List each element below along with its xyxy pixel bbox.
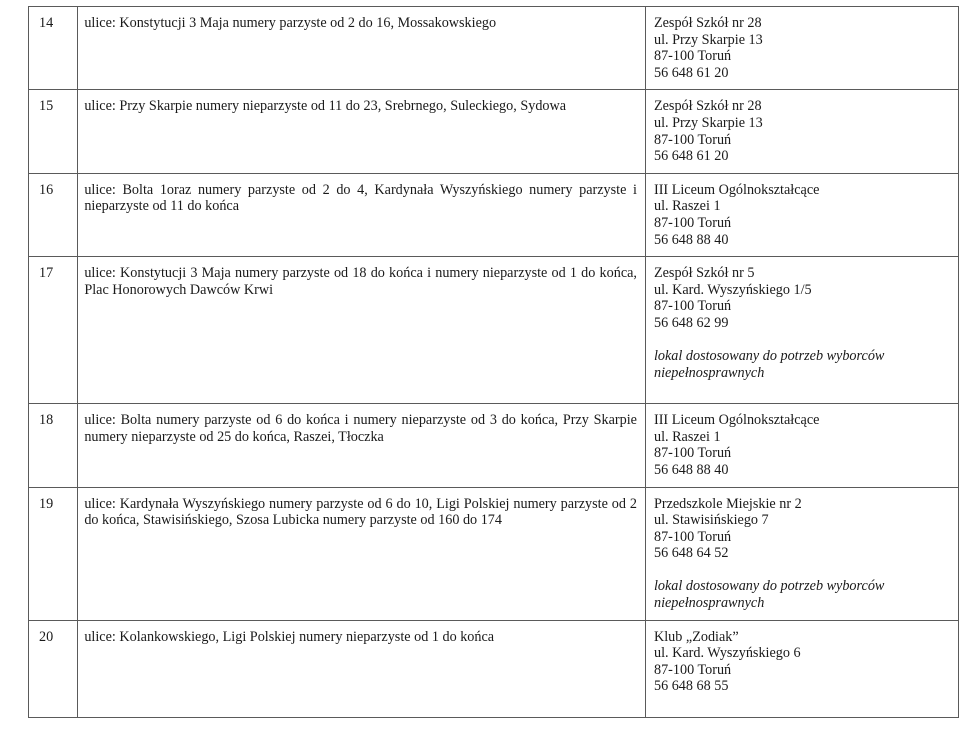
accessibility-note-line: lokal dostosowany do potrzeb wyborców (653, 578, 885, 595)
station-phone: 56 648 68 55 (653, 678, 729, 695)
station-city: 87-100 Toruń (653, 661, 732, 678)
station-name: III Liceum Ogólnokształcące (653, 181, 820, 198)
district-streets: ulice: Kolankowskiego, Ligi Polskiej numery nieparzyste od 1 do końca (78, 620, 646, 717)
polling-station (645, 7, 958, 90)
table-row (29, 487, 959, 620)
station-name: Klub „Zodiak” (653, 628, 739, 645)
station-street: ul. Raszei 1 (653, 198, 721, 215)
district-number: 15 (29, 90, 78, 173)
district-streets: ulice: Konstytucji 3 Maja numery parzyste od 2 do 16, Mossakowskiego (78, 7, 646, 90)
station-name: Zespół Szkół nr 5 (653, 265, 755, 282)
station-city: 87-100 Toruń (653, 214, 732, 231)
station-city: 87-100 Toruń (653, 48, 732, 65)
accessibility-note-line: niepełnosprawnych (653, 364, 765, 381)
station-phone: 56 648 88 40 (653, 461, 729, 478)
station-street: ul. Raszei 1 (653, 428, 721, 445)
station-phone: 56 648 62 99 (653, 314, 729, 331)
district-number: 18 (29, 404, 78, 487)
station-name: Zespół Szkół nr 28 (653, 15, 762, 31)
station-city: 87-100 Toruń (653, 445, 732, 462)
polling-districts-table (28, 6, 959, 718)
station-street: ul. Stawisińskiego 7 (653, 512, 769, 529)
station-street: ul. Przy Skarpie 13 (653, 31, 763, 48)
district-streets: ulice: Bolta numery parzyste od 6 do końca i numery nieparzyste od 3 do końca, Przy Skarpie numery nieparzyste od 25 do końca, Raszei, Tłoczka (78, 404, 646, 487)
polling-station (645, 404, 958, 487)
station-phone: 56 648 61 20 (653, 148, 729, 165)
district-streets: ulice: Kardynała Wyszyńskiego numery parzyste od 6 do 10, Ligi Polskiej numery parzyste od 2 do końca, Stawisińskiego, Szosa Lubicka numery parzyste od 160 do 174 (78, 487, 646, 620)
station-name: Zespół Szkół nr 28 (653, 98, 762, 115)
station-phone: 56 648 61 20 (653, 64, 729, 81)
station-city: 87-100 Toruń (653, 528, 732, 545)
station-city: 87-100 Toruń (653, 131, 732, 148)
district-number: 20 (29, 620, 78, 717)
polling-station (645, 257, 958, 404)
station-street: ul. Kard. Wyszyńskiego 1/5 (653, 281, 812, 298)
station-street: ul. Kard. Wyszyńskiego 6 (653, 645, 801, 662)
polling-station (645, 173, 958, 256)
polling-station (645, 487, 958, 620)
accessibility-note (654, 348, 950, 381)
table-row (29, 90, 959, 173)
district-number: 14 (29, 7, 78, 90)
table-row (29, 257, 959, 404)
station-name: III Liceum Ogólnokształcące (653, 412, 820, 429)
table-row (29, 620, 959, 717)
accessibility-note-line: lokal dostosowany do potrzeb wyborców (653, 348, 885, 365)
accessibility-note (654, 578, 950, 611)
table-row (29, 404, 959, 487)
station-phone: 56 648 64 52 (653, 545, 729, 562)
district-number: 16 (29, 173, 78, 256)
table-row (29, 7, 959, 90)
polling-station (645, 620, 958, 717)
station-phone: 56 648 88 40 (653, 231, 729, 248)
district-number: 19 (29, 487, 78, 620)
polling-station (645, 90, 958, 173)
district-number: 17 (29, 257, 78, 404)
district-streets: ulice: Przy Skarpie numery nieparzyste od 11 do 23, Srebrnego, Suleckiego, Sydowa (78, 90, 646, 173)
station-city: 87-100 Toruń (653, 298, 732, 315)
station-name: Przedszkole Miejskie nr 2 (653, 495, 802, 512)
station-street: ul. Przy Skarpie 13 (653, 114, 763, 131)
accessibility-note-line: niepełnosprawnych (653, 595, 765, 612)
table-row (29, 173, 959, 256)
district-streets: ulice: Bolta 1oraz numery parzyste od 2 do 4, Kardynała Wyszyńskiego numery parzyste i nieparzyste od 11 do końca (78, 173, 646, 256)
district-streets: ulice: Konstytucji 3 Maja numery parzyste od 18 do końca i numery nieparzyste od 1 do końca, Plac Honorowych Dawców Krwi (78, 257, 646, 404)
